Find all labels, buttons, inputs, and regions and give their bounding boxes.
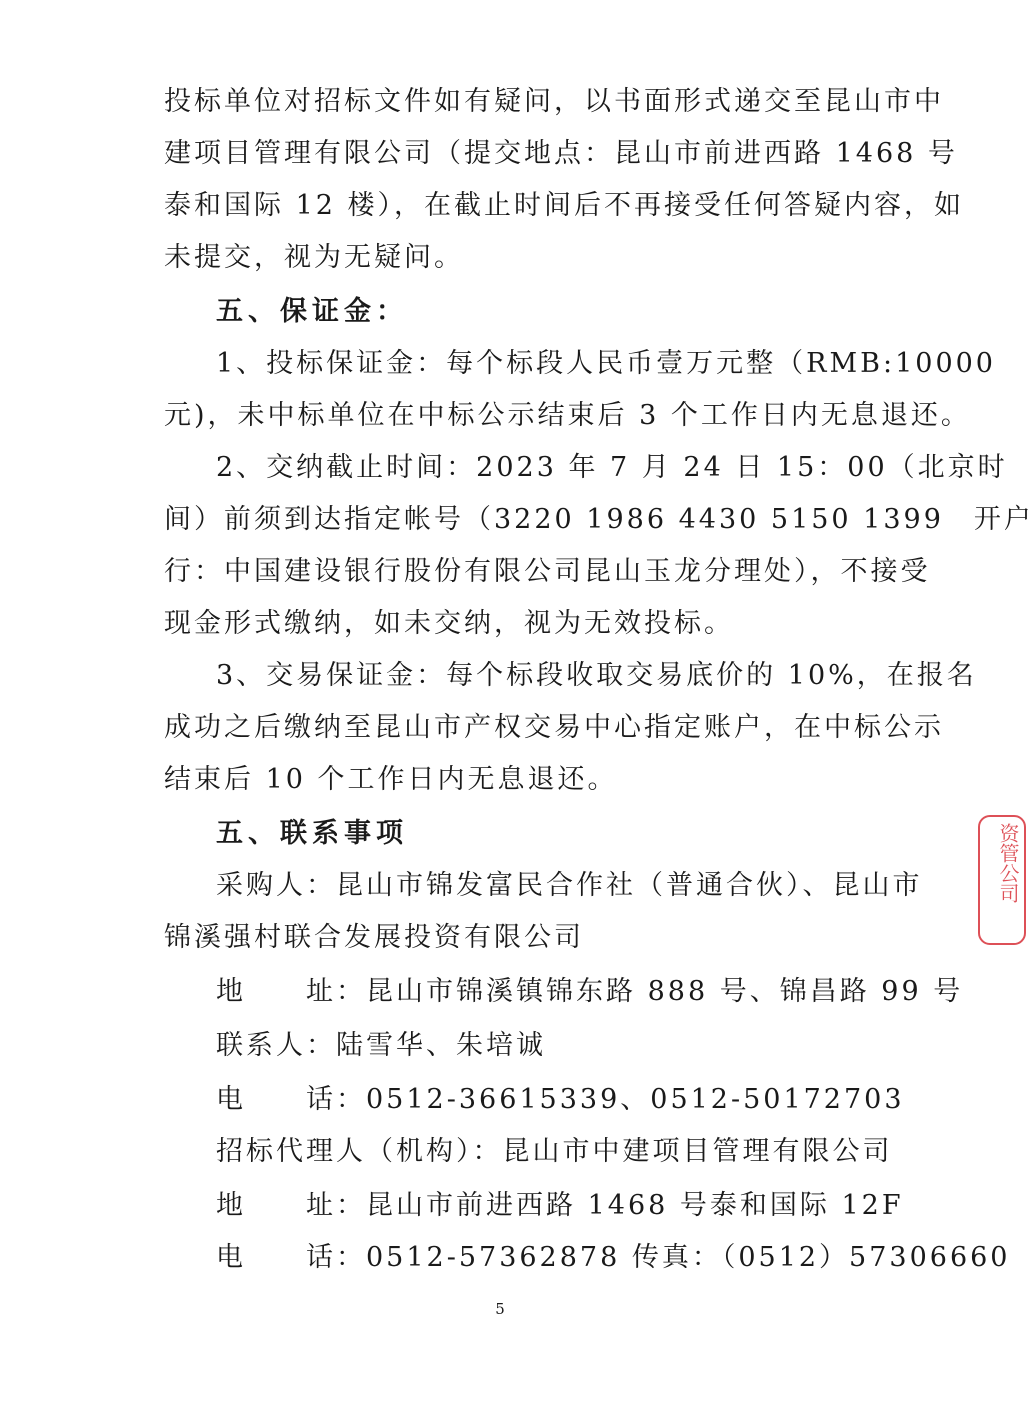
text-line: 建项目管理有限公司（提交地点：昆山市前进西路 1468 号 [164, 138, 958, 169]
page-number: 5 [495, 1300, 505, 1318]
text-line: 3、交易保证金：每个标段收取交易底价的 10%，在报名 [216, 660, 977, 691]
seal-stamp [974, 815, 1020, 945]
section-heading: 五、保证金： [216, 296, 408, 327]
text-line: 现金形式缴纳，如未交纳，视为无效投标。 [164, 608, 734, 639]
text-line: 2、交纳截止时间：2023 年 7 月 24 日 15：00（北京时 [216, 452, 1008, 483]
text-line: 锦溪强村联合发展投资有限公司 [164, 922, 584, 953]
address-line: 地 址：昆山市锦溪镇锦东路 888 号、锦昌路 99 号 [216, 976, 964, 1007]
text-line: 行：中国建设银行股份有限公司昆山玉龙分理处），不接受 [164, 556, 931, 587]
agent-line: 招标代理人（机构）：昆山市中建项目管理有限公司 [216, 1136, 893, 1167]
text-line: 成功之后缴纳至昆山市产权交易中心指定账户，在中标公示 [164, 712, 944, 743]
text-line: 泰和国际 12 楼），在截止时间后不再接受任何答疑内容，如 [164, 190, 965, 221]
text-line: 间）前须到达指定帐号（3220 1986 4430 5150 1399 开户 [164, 504, 1034, 535]
phone-line: 电 话：0512-36615339、0512-50172703 [216, 1084, 905, 1115]
agent-address-line: 地 址：昆山市前进西路 1468 号泰和国际 12F [216, 1190, 904, 1221]
text-line: 元)，未中标单位在中标公示结束后 3 个工作日内无息退还。 [164, 400, 971, 431]
section-heading: 五、联系事项 [216, 818, 408, 849]
text-line: 1、投标保证金：每个标段人民币壹万元整（RMB:10000 [216, 348, 996, 379]
text-line: 未提交，视为无疑问。 [164, 242, 464, 273]
contact-person-line: 联系人：陆雪华、朱培诚 [216, 1030, 546, 1061]
text-line: 投标单位对招标文件如有疑问，以书面形式递交至昆山市中 [164, 86, 944, 117]
text-line: 结束后 10 个工作日内无息退还。 [164, 764, 618, 795]
text-line: 采购人：昆山市锦发富民合作社（普通合伙）、昆山市 [216, 870, 923, 901]
agent-phone-line: 电 话：0512-57362878 传真：（0512）57306660 [216, 1242, 1011, 1273]
seal-stamp-text: 资管公司 [978, 815, 1026, 945]
